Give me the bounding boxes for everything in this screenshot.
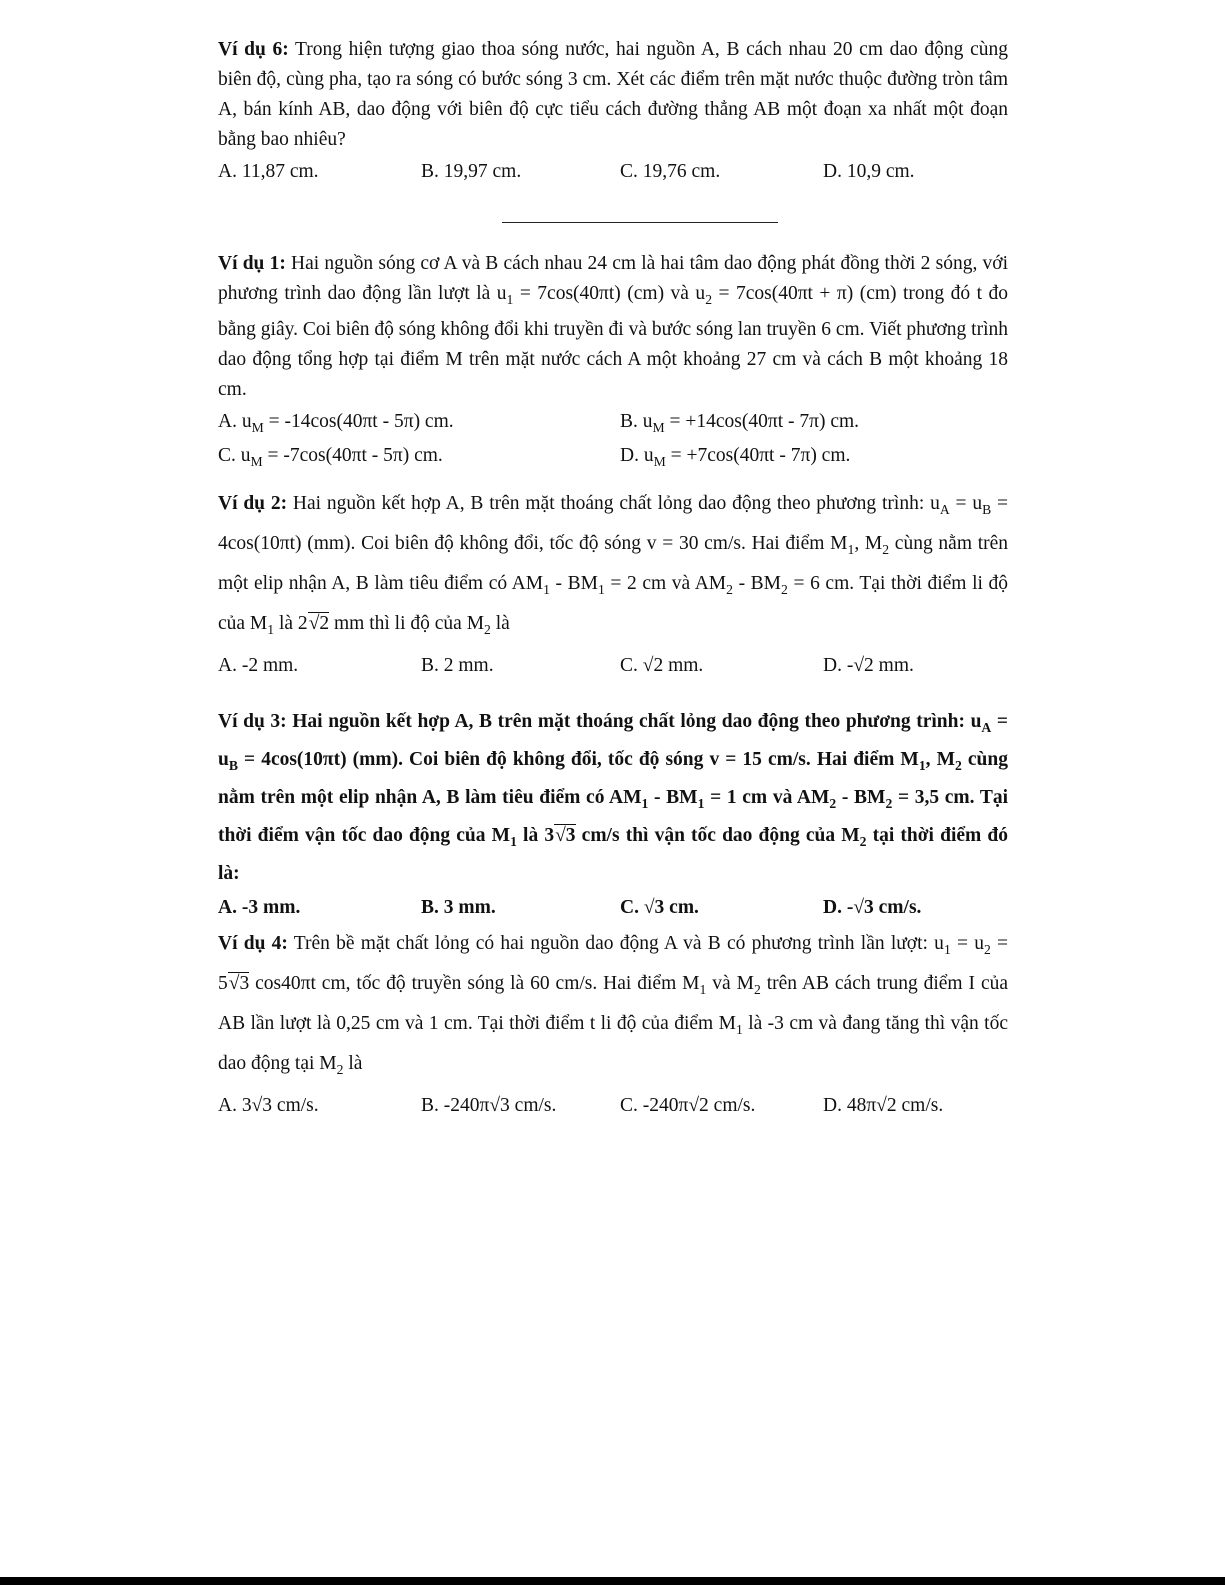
problem-example-3 [218, 706, 1008, 924]
option-c: C. $u_M = -7\cos(40\pi t - 5\pi)$ cm. [218, 444, 443, 469]
answer-options [218, 649, 1008, 681]
problem-example-1 [218, 249, 1008, 473]
answer-options [218, 892, 1008, 924]
question-label: Ví dụ 3: [218, 711, 287, 732]
problem-example-2 [218, 487, 1008, 681]
answer-options-row-1 [218, 407, 1008, 439]
option-d: D. -√3 cm/s. [823, 896, 922, 918]
sqrt-expression: √3 [555, 824, 576, 846]
sqrt-expression: √2 [308, 612, 330, 634]
question-text: Ví dụ 3: Hai nguồn kết hợp A, B trên mặt thoáng chất lỏng dao động theo phương trình: $u_A = u_B = 4\cos(10\pi t)$ (mm). Coi biên độ không đổi, tốc độ sóng v = 15 cm/s. Hai điểm $M_1$, $M_2$ cùng nằm trên một elip nhận A, B làm tiêu điểm có $AM_1 - BM_1 = 1$ cm và $AM_2 - BM_2 = 3,5$ cm. Tại thời điểm vận tốc dao động của $M_1$ là 3√3 cm/s thì vận tốc dao động của $M_2$ tại thời điểm đó là: [218, 711, 1008, 884]
option-b: B. $u_M = +14\cos(40\pi t - 7\pi)$ cm. [620, 410, 860, 435]
answer-options-row-2 [218, 441, 1008, 473]
question-body: Trong hiện tượng giao thoa sóng nước, hai nguồn A, B cách nhau 20 cm dao động cùng biên độ, cùng pha, tạo ra sóng có bước sóng 3 cm. Xét các điểm trên mặt nước thuộc đường tròn tâm A, bán kính AB, dao động với biên độ cực tiểu cách đường thẳng AB một đoạn xa nhất một đoạn bằng bao nhiêu? [218, 39, 1008, 150]
option-a: A. -3 mm. [218, 896, 301, 918]
option-b: B. 3 mm. [421, 896, 496, 918]
sqrt-expression: √3 [228, 972, 250, 994]
option-d: D. 48π√2 cm/s. [823, 1094, 944, 1116]
problem-example-6 [218, 35, 1008, 189]
question-label: Ví dụ 4: [218, 933, 288, 954]
answer-options [218, 1089, 1008, 1121]
question-label: Ví dụ 2: [218, 493, 288, 514]
question-label: Ví dụ 6: [218, 39, 289, 60]
option-a: A. $u_M = -14\cos(40\pi t - 5\pi)$ cm. [218, 410, 454, 435]
option-d: D. 10,9 cm. [823, 161, 915, 182]
option-a: A. 3√3 cm/s. [218, 1094, 319, 1116]
question-text: Ví dụ 1: Hai nguồn sóng cơ A và B cách nhau 24 cm là hai tâm dao động phát đồng thời 2 sóng, với phương trình dao động lần lượt là $u_1 = 7\cos(40\pi t)$ (cm) và $u_2 = 7\cos(40\pi t + \pi)$ (cm) trong đó t đo bằng giây. Coi biên độ sóng không đổi khi truyền đi và bước sóng lan truyền 6 cm. Viết phương trình dao động tổng hợp tại điểm M trên mặt nước cách A một khoảng 27 cm và cách B một khoảng 18 cm. [218, 253, 1008, 400]
option-c: C. -240π√2 cm/s. [620, 1094, 756, 1116]
section-divider [502, 222, 778, 223]
problem-example-4 [218, 927, 1008, 1121]
page-bottom-border [0, 1577, 1225, 1585]
question-text: Ví dụ 2: Hai nguồn kết hợp A, B trên mặt thoáng chất lỏng dao động theo phương trình: $u_A = u_B = 4\cos(10\pi t)$ (mm). Coi biên độ không đổi, tốc độ sóng v = 30 cm/s. Hai điểm $M_1$, $M_2$ cùng nằm trên một elip nhận A, B làm tiêu điểm có $AM_1 - BM_1 = 2$ cm và $AM_2 - BM_2 = 6$ cm. Tại thời điểm li độ của $M_1$ là 2√2 mm thì li độ của $M_2$ là [218, 493, 1009, 637]
option-a: A. -2 mm. [218, 654, 299, 676]
question-label: Ví dụ 1: [218, 253, 286, 274]
option-d: D. $u_M = +7\cos(40\pi t - 7\pi)$ cm. [620, 444, 851, 469]
answer-options [218, 157, 1008, 189]
option-c: C. √3 cm. [620, 896, 699, 918]
question-text: Ví dụ 4: Trên bề mặt chất lỏng có hai nguồn dao động A và B có phương trình lần lượt: $u_1 = u_2 = 5√3$ cos40πt cm, tốc độ truyền sóng là 60 cm/s. Hai điểm $M_1$ và $M_2$ trên AB cách trung điểm I của AB lần lượt là 0,25 cm và 1 cm. Tại thời điểm t li độ của điểm $M_1$ là -3 cm và đang tăng thì vận tốc dao động tại $M_2$ là [218, 933, 1009, 1077]
option-c: C. √2 mm. [620, 654, 704, 676]
option-b: B. -240π√3 cm/s. [421, 1094, 557, 1116]
question-text [218, 35, 1008, 155]
option-b: B. 2 mm. [421, 654, 494, 676]
option-c: C. 19,76 cm. [620, 161, 721, 182]
option-d: D. -√2 mm. [823, 654, 914, 676]
option-b: B. 19,97 cm. [421, 161, 522, 182]
option-a: A. 11,87 cm. [218, 161, 319, 182]
